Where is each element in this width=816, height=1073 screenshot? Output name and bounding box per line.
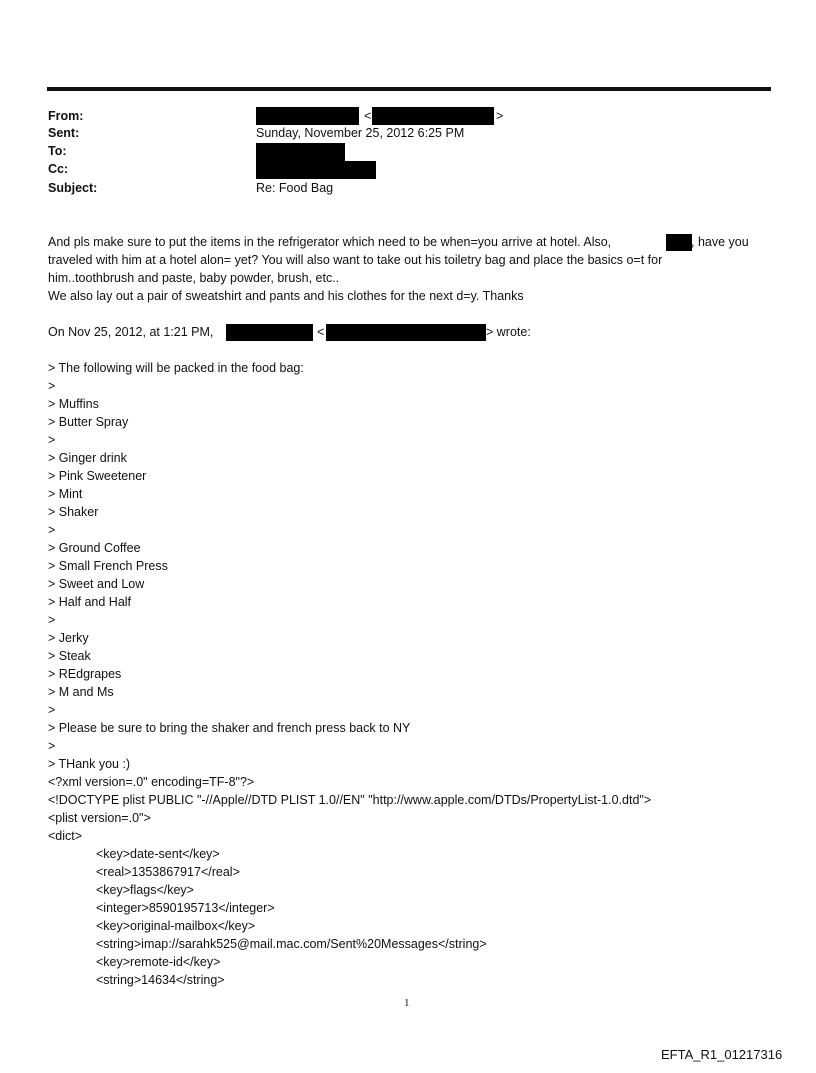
body-name-redaction [666,234,692,251]
quoted-line: > [48,523,56,537]
sent-label: Sent: [48,126,80,140]
xml-line: <dict> [48,829,83,843]
cc-label: Cc: [48,162,69,176]
header-rule [47,87,771,91]
quote-name-redaction [226,324,313,341]
quote-email-redaction [326,324,486,341]
quoted-line: > Ground Coffee [48,541,141,555]
quoted-line: > Muffins [48,397,99,411]
quoted-line: > The following will be packed in the food bag: [48,361,304,375]
quoted-line: > Small French Press [48,559,168,573]
quote-intro-b: > wrote: [486,325,531,339]
quoted-line: > [48,739,56,753]
to-label: To: [48,144,67,158]
from-gt: > [496,109,504,123]
subject-label: Subject: [48,181,98,195]
quoted-line: > Please be sure to bring the shaker and french press back to NY [48,721,411,735]
quoted-line: > REdgrapes [48,667,122,681]
quote-intro-a: On Nov 25, 2012, at 1:21 PM, [48,325,214,339]
from-label: From: [48,109,84,123]
from-name-redaction [256,107,359,125]
document-id: EFTA_R1_01217316 [661,1047,783,1062]
body-line-1b: , have you [691,235,749,249]
plist-line: <key>original-mailbox</key> [96,919,256,933]
xml-line: <?xml version=.0" encoding=TF-8"?> [48,775,255,789]
quoted-line: > Half and Half [48,595,132,609]
plist-line: <real>1353867917</real> [96,865,240,879]
quoted-line: > Butter Spray [48,415,129,429]
plist-line: <key>date-sent</key> [96,847,220,861]
quoted-line: > [48,703,56,717]
plist-line: <integer>8590195713</integer> [96,901,275,915]
quoted-line: > Sweet and Low [48,577,145,591]
body-line-1a: And pls make sure to put the items in the refrigerator which need to be when=you arrive at hotel. Also, [48,235,612,249]
quoted-line: > Pink Sweetener [48,469,147,483]
plist-line: <key>remote-id</key> [96,955,221,969]
body-line-4: We also lay out a pair of sweatshirt and pants and his clothes for the next d=y. Thanks [48,289,524,303]
quoted-line: > Jerky [48,631,89,645]
quoted-line: > [48,379,56,393]
quoted-line: > [48,613,56,627]
quoted-line: > Mint [48,487,83,501]
quoted-line: > Shaker [48,505,99,519]
xml-line: <!DOCTYPE plist PUBLIC "-//Apple//DTD PLIST 1.0//EN" "http://www.apple.com/DTDs/PropertyList-1.0.dtd"> [48,793,652,807]
page-number: 1 [404,997,410,1009]
quote-intro-lt: < [317,325,325,339]
body-line-3: him..toothbrush and paste, baby powder, brush, etc.. [48,271,340,285]
quoted-line: > THank you :) [48,757,131,771]
from-lt: < [364,109,372,123]
sent-value: Sunday, November 25, 2012 6:25 PM [256,126,465,140]
body-line-2: traveled with him at a hotel alon= yet? You will also want to take out his toiletry bag and place the basics o=t for [48,253,663,267]
quoted-line: > Ginger drink [48,451,127,465]
quoted-line: > Steak [48,649,91,663]
to-redaction [256,143,345,161]
cc-redaction [256,161,376,179]
xml-line: <plist version=.0"> [48,811,151,825]
quoted-line: > M and Ms [48,685,114,699]
from-email-redaction [372,107,494,125]
plist-line: <key>flags</key> [96,883,194,897]
subject-value: Re: Food Bag [256,181,334,195]
quoted-line: > [48,433,56,447]
plist-line: <string>imap://sarahk525@mail.mac.com/Sent%20Messages</string> [96,937,487,951]
plist-line: <string>14634</string> [96,973,225,987]
